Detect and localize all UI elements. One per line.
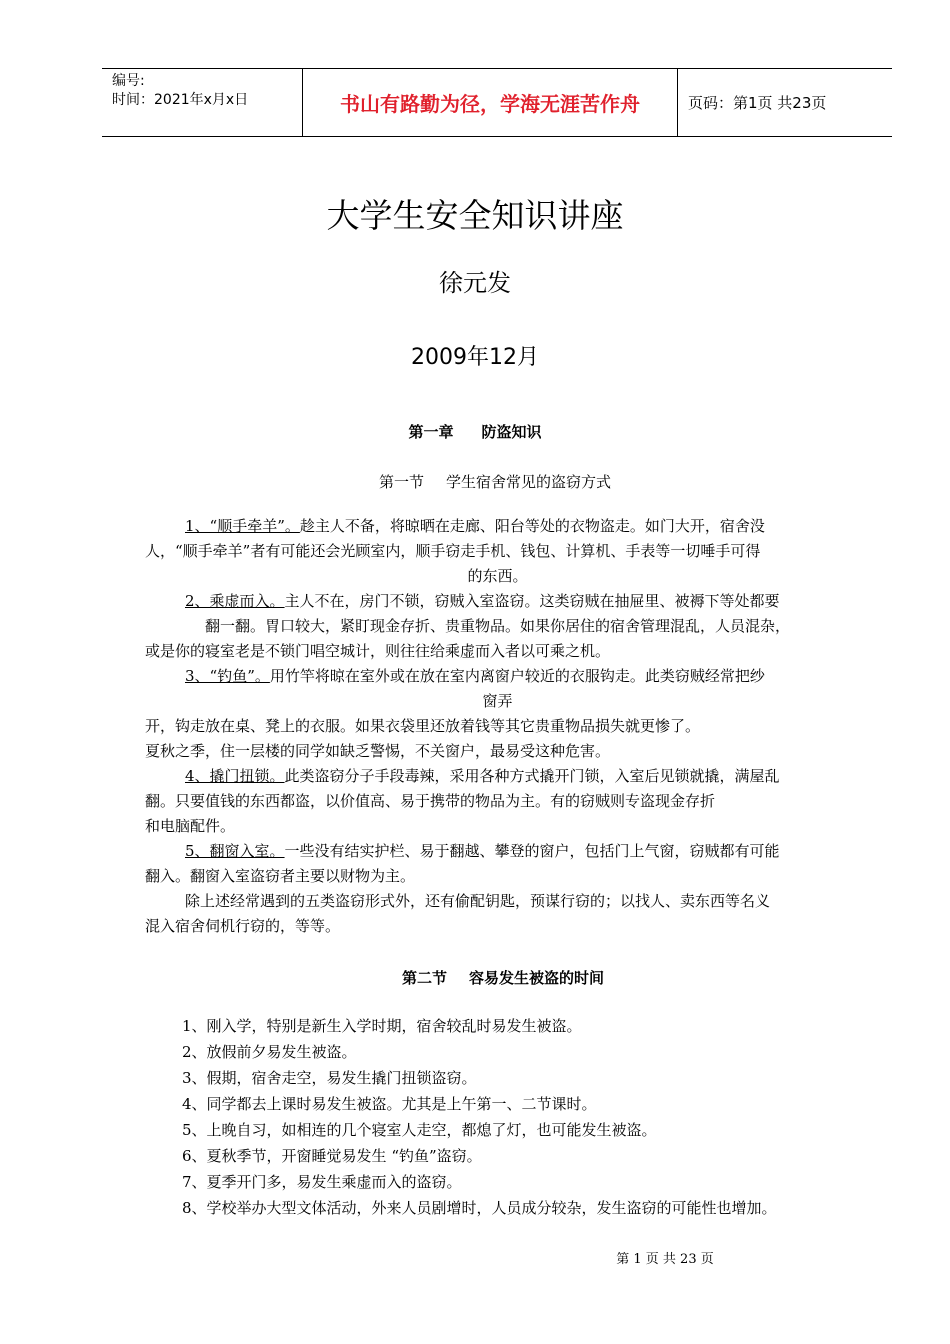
item-3-line-2: 窗弄 [482, 692, 513, 710]
item-3-line-3: 开，钩走放在桌、凳上的衣服。如果衣袋里还放着钱等其它贵重物品损失就更惨了。 [145, 717, 701, 735]
author: 徐元发 [439, 269, 511, 297]
item-2-head: 2、乘虚而入。 [185, 592, 285, 610]
page-header [102, 68, 892, 137]
section1-title: 学生宿舍常见的盗窃方式 [446, 473, 612, 491]
list-item: 4、同学都去上课时易发生被盗。尤其是上午第一、二节课时。 [182, 1095, 597, 1113]
item-3-line-1: 3、“钓鱼”。用竹竿将晾在室外或在放在室内离窗户较近的衣服钩走。此类窃贼经常把纱 [185, 667, 765, 685]
list-item: 2、放假前夕易发生被盗。 [182, 1043, 357, 1061]
item-5-head: 5、翻窗入室。 [185, 842, 285, 860]
section1-body [145, 514, 850, 939]
closing-line-1: 除上述经常遇到的五类盗窃形式外，还有偷配钥匙，预谋行窃的；以找人、卖东西等名义 [185, 892, 771, 910]
document-title: 大学生安全知识讲座 [326, 196, 624, 235]
item-5-line-1: 5、翻窗入室。一些没有结实护栏、易于翻越、攀登的窗户，包括门上气窗，窃贼都有可能 [185, 842, 780, 860]
item-4-line-2: 翻。只要值钱的东西都盗，以价值高、易于携带的物品为主。有的窃贼则专盗现金存折 [145, 792, 716, 810]
item-2-line-1: 2、乘虚而入。主人不在，房门不锁，窃贼入室盗窃。这类窃贼在抽屉里、被褥下等处都要 [185, 592, 780, 610]
section1-heading [0, 471, 950, 492]
item-1-line-2: 人，“顺手牵羊”者有可能还会光顾室内，顺手窃走手机、钱包、计算机、手表等一切唾手可得 [145, 542, 761, 560]
list-item: 6、夏秋季节，开窗睡觉易发生 “钓鱼”盗窃。 [182, 1147, 482, 1165]
page-footer: 第 1 页 共 23 页 [616, 1252, 714, 1267]
item-1-head: 1、“顺手牵羊”。 [185, 517, 300, 535]
section1-label: 第一节 [378, 473, 424, 491]
closing-line-2: 混入宿舍伺机行窃的，等等。 [145, 917, 341, 935]
chapter-label: 第一章 [408, 423, 454, 441]
item-1-line-3: 的东西。 [467, 567, 528, 585]
page-info: 页码：第1页 共23页 [688, 94, 827, 112]
item-5-line-2: 翻入。翻窗入室盗窃者主要以财物为主。 [145, 867, 416, 885]
list-item: 8、学校举办大型文体活动，外来人员剧增时，人员成分较杂，发生盗窃的可能性也增加。 [182, 1199, 777, 1217]
date: 2009年12月 [411, 345, 539, 370]
item-2-line-2: 翻一翻。胃口较大，紧盯现金存折、贵重物品。如果你居住的宿舍管理混乱，人员混杂， [204, 617, 790, 635]
motto: 书山有路勤为径，学海无涯苦作舟 [303, 69, 678, 136]
section2-heading [0, 967, 950, 988]
item-4-line-1: 4、撬门扭锁。此类盗窃分子手段毒辣，采用各种方式撬开门锁，入室后见锁就撬，满屋乱 [185, 767, 780, 785]
item-1-line-1: 1、“顺手牵羊”。趁主人不备，将晾晒在走廊、阳台等处的衣物盗走。如门大开，宿舍没 [185, 517, 765, 535]
item-4-line-3: 和电脑配件。 [145, 817, 236, 835]
section2-label: 第二节 [401, 969, 447, 987]
list-item: 7、夏季开门多，易发生乘虚而入的盗窃。 [182, 1173, 462, 1191]
item-2-line-3: 或是你的寝室老是不锁门唱空城计，则往往给乘虚而入者以可乘之机。 [145, 642, 611, 660]
list-item: 3、假期，宿舍走空，易发生撬门扭锁盗窃。 [182, 1069, 477, 1087]
time-label: 时间：2021年x月x日 [112, 92, 249, 108]
chapter-heading [0, 421, 950, 442]
item-3-line-4: 夏秋之季，住一层楼的同学如缺乏警惕，不关窗户，最易受这种危害。 [145, 742, 611, 760]
chapter-title: 防盗知识 [481, 423, 542, 441]
list-item: 5、上晚自习，如相连的几个寝室人走空，都熄了灯，也可能发生被盗。 [182, 1121, 657, 1139]
section2-title: 容易发生被盗的时间 [469, 969, 605, 987]
header-left-cell [102, 69, 303, 136]
list-item: 1、刚入学，特别是新生入学时期，宿舍较乱时易发生被盗。 [182, 1017, 582, 1035]
item-4-head: 4、撬门扭锁。 [185, 767, 285, 785]
section2-list [182, 1013, 777, 1221]
number-label: 编号: [112, 73, 145, 89]
item-3-head: 3、“钓鱼”。 [185, 667, 270, 685]
